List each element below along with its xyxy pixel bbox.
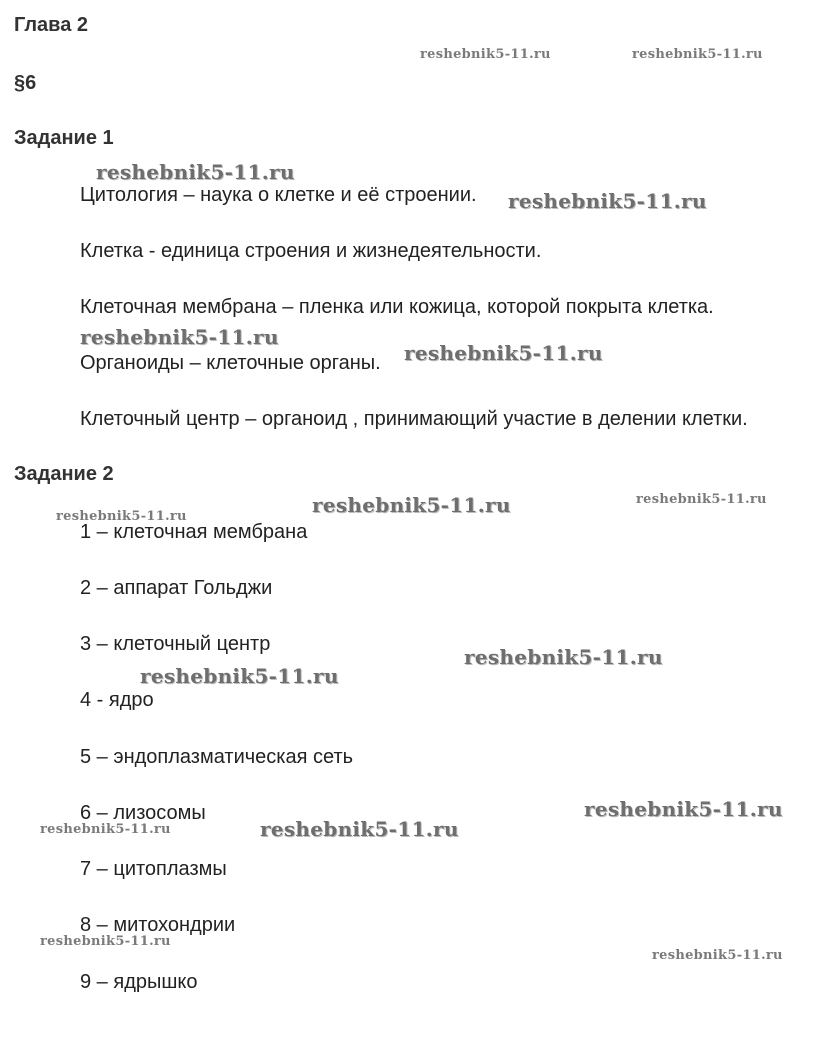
watermark: reshebnik5-11.ru xyxy=(508,189,707,213)
watermark: reshebnik5-11.ru xyxy=(40,934,171,949)
watermark: reshebnik5-11.ru xyxy=(404,341,603,365)
paragraph-number: §6 xyxy=(14,72,37,94)
watermark: reshebnik5-11.ru xyxy=(96,160,295,184)
watermark: reshebnik5-11.ru xyxy=(40,822,171,837)
watermark: reshebnik5-11.ru xyxy=(312,493,511,517)
watermark: reshebnik5-11.ru xyxy=(140,664,339,688)
watermark: reshebnik5-11.ru xyxy=(636,492,767,507)
task2-item: 4 - ядро xyxy=(80,689,154,711)
watermark: reshebnik5-11.ru xyxy=(80,325,279,349)
task2-item: 9 – ядрышко xyxy=(80,971,198,993)
watermark: reshebnik5-11.ru xyxy=(652,948,783,963)
watermark: reshebnik5-11.ru xyxy=(420,47,551,62)
task1-line: Клеточная мембрана – пленка или кожица, которой покрыта клетка. xyxy=(80,296,714,318)
chapter-title: Глава 2 xyxy=(14,14,89,36)
task2-item: 8 – митохондрии xyxy=(80,914,236,936)
task1-line: Органоиды – клеточные органы. xyxy=(80,352,381,374)
task2-item: 3 – клеточный центр xyxy=(80,633,271,655)
watermark: reshebnik5-11.ru xyxy=(464,645,663,669)
task1-line: Клетка - единица строения и жизнедеятельности. xyxy=(80,240,542,262)
task1-title: Задание 1 xyxy=(14,127,114,149)
watermark: reshebnik5-11.ru xyxy=(56,509,187,524)
task1-line: Цитология – наука о клетке и её строении. xyxy=(80,184,477,206)
task2-item: 1 – клеточная мембрана xyxy=(80,521,308,543)
task2-item: 5 – эндоплазматическая сеть xyxy=(80,746,354,768)
task1-line: Клеточный центр – органоид , принимающий участие в делении клетки. xyxy=(80,408,748,430)
task2-item: 6 – лизосомы xyxy=(80,802,206,824)
watermark: reshebnik5-11.ru xyxy=(584,797,783,821)
task2-title: Задание 2 xyxy=(14,463,114,485)
task2-item: 7 – цитоплазмы xyxy=(80,858,227,880)
watermark: reshebnik5-11.ru xyxy=(260,817,459,841)
task2-item: 2 – аппарат Гольджи xyxy=(80,577,273,599)
watermark: reshebnik5-11.ru xyxy=(632,47,763,62)
